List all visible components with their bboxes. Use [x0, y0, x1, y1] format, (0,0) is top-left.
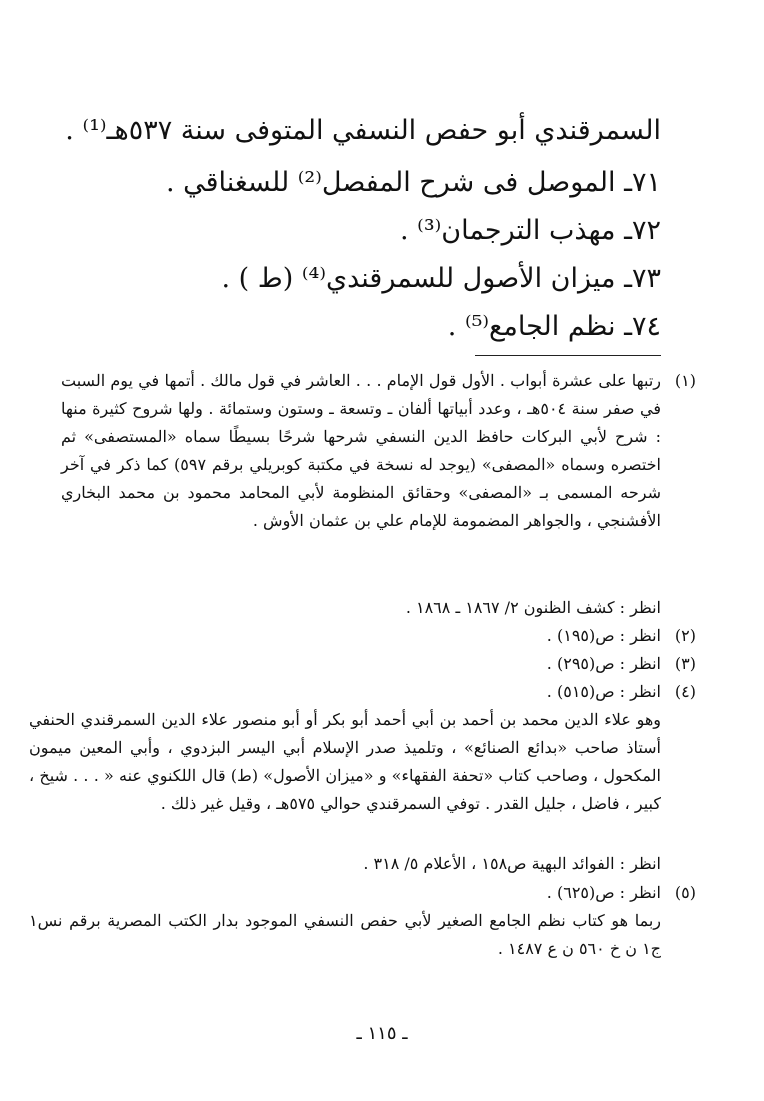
- footnote-4-text: انظر : ص(٥١٥) .: [546, 682, 661, 701]
- footnote-4-reference: انظر : الفوائد البهية ص١٥٨ ، الأعلام ٥/ ٣١٨ .: [363, 854, 661, 873]
- footnote-1-reference: انظر : كشف الظنون ٢/ ١٨٦٧ ـ ١٨٦٨ .: [405, 598, 661, 617]
- list-item-74: ٧٤ـ نظم الجامع⁽⁵⁾ .: [447, 311, 661, 342]
- list-item-73: ٧٣ـ ميزان الأصول للسمرقندي⁽⁴⁾ (ط ) .: [221, 263, 661, 294]
- footnote-1-text: رتبها على عشرة أبواب . الأول قول الإمام . . . العاشر في قول مالك . أتمها في يوم السبت في صفر سنة ٥٠٤هـ ، وعدد أبياتها ألفان ـ وتسعة ـ وستون وستمائة . ولها شروح كثيرة منها : شرح لأبي البركات حافظ الدين النسفي شرحها شرحًا بسيطًا سماه «المستصفى» ثم اختصره وسماه «المصفى» (يوجد له نسخة في مكتبة كوبريلي برقم ٥٩٧) كما ذكر في آخر شرحه المسمى بـ «المصفى» وحقائق المنظومة لأبي المحامد محمود بن محمد البخاري الأفشنجي ، والجواهر المضمومة للإمام علي بن عثمان الأوش .: [61, 371, 662, 530]
- footnote-separator: [475, 355, 661, 356]
- footnote-3-text: انظر : ص(٢٩٥) .: [546, 654, 661, 673]
- list-item-72: ٧٢ـ مهذب الترجمان⁽³⁾ .: [400, 215, 661, 246]
- footnote-4-body: وهو علاء الدين محمد بن أحمد بن أبي أحمد أبو بكر أو أبو منصور علاء الدين السمرقندي الحنفي أستاذ صاحب «بدائع الصنائع» ، وتلميذ صدر الإسلام أبي اليسر البزدوي ، وأبي المعين ميمون المكحول ، وصاحب كتاب «تحفة الفقهاء» و «ميزان الأصول» (ط) قال اللكنوي عنه « . . . شيخ ، كبير ، فاضل ، جليل القدر . توفي السمرقندي حوالي ٥٧٥هـ ، وقيل غير ذلك .: [29, 710, 662, 813]
- main-text-line: السمرقندي أبو حفص النسفي المتوفى سنة ٥٣٧هـ⁽¹⁾ .: [65, 115, 661, 146]
- footnote-4-number: (٤): [674, 682, 696, 701]
- footnote-5-text: انظر : ص(٦٢٥) .: [546, 883, 661, 902]
- footnote-3-number: (٣): [674, 654, 696, 673]
- footnote-1-number: (١): [674, 371, 696, 390]
- list-item-71: ٧١ـ الموصل فى شرح المفصل⁽²⁾ للسغناقي .: [165, 167, 661, 198]
- page-number: ـ ١١٥ ـ: [356, 1023, 408, 1044]
- footnote-5-number: (٥): [674, 883, 696, 902]
- footnote-2-text: انظر : ص(١٩٥) .: [546, 626, 661, 645]
- footnote-2-number: (٢): [674, 626, 696, 645]
- footnote-5-body: ربما هو كتاب نظم الجامع الصغير لأبي حفص النسفي الموجود بدار الكتب المصرية برقم نس١ ج١ ن خ ٥٦٠ ن ع ١٤٨٧ .: [29, 911, 662, 958]
